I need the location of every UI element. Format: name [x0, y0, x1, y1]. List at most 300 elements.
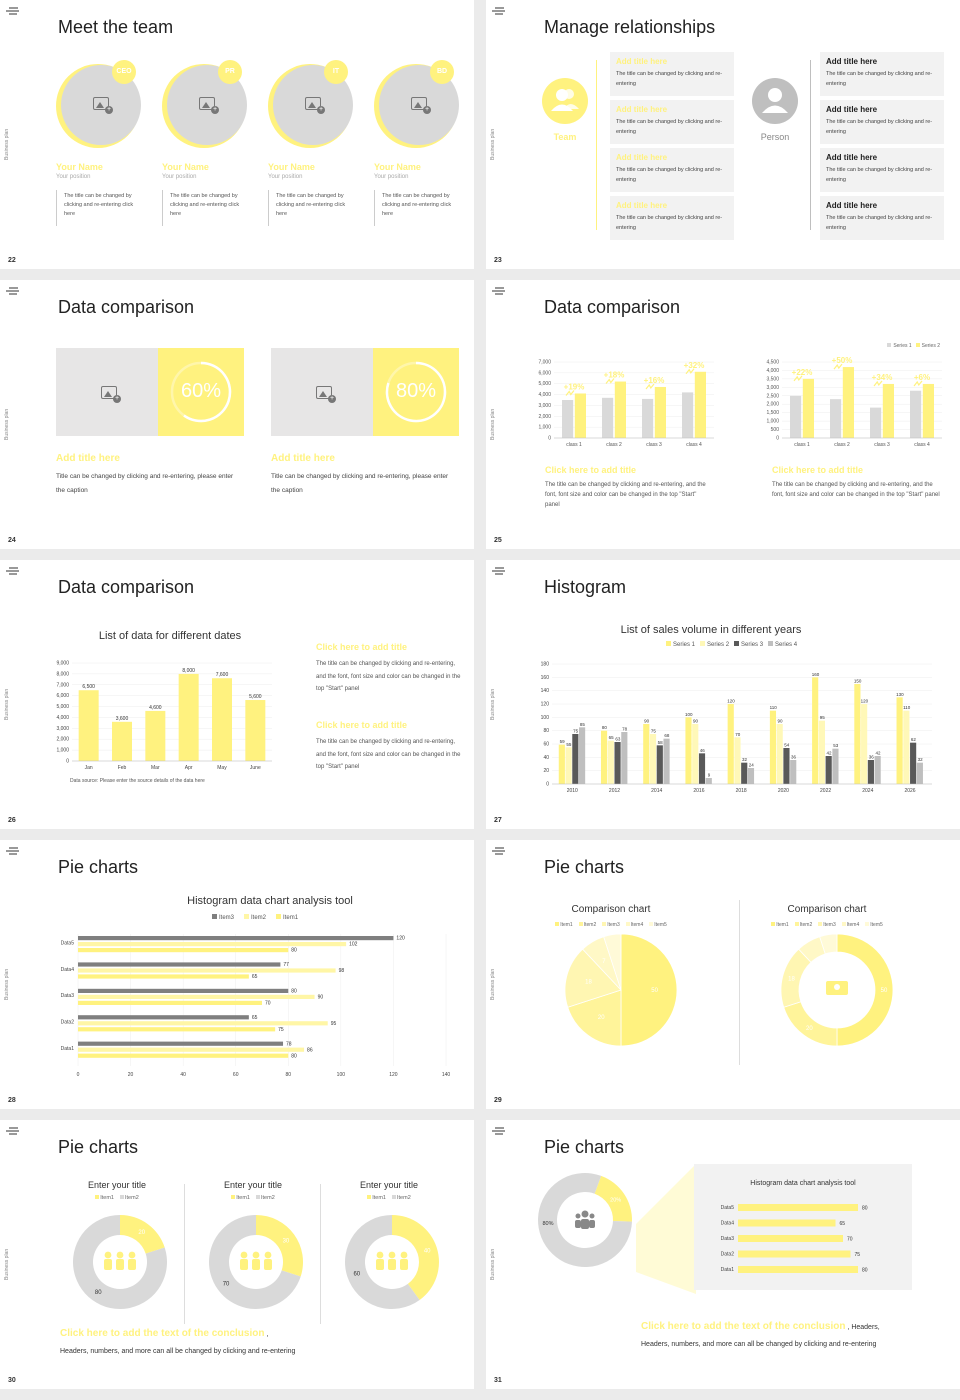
slide-22[interactable]	[0, 0, 474, 269]
block-title: Click here to add title	[316, 720, 408, 730]
bar-item2	[78, 968, 336, 972]
x-tick-label: class 2	[606, 442, 622, 448]
legend-label: Item4	[630, 922, 644, 928]
legend-item	[649, 922, 667, 928]
bar-series-2	[861, 704, 867, 784]
slice-item1	[256, 1215, 303, 1277]
bar-series-4	[917, 763, 923, 784]
item-title: Add title here	[826, 57, 878, 66]
legend-label: Series 2	[921, 343, 940, 349]
conclusion	[641, 1321, 880, 1332]
slide-27[interactable]	[486, 560, 960, 829]
team-label: Team	[553, 132, 577, 142]
bar-item1	[78, 1027, 275, 1031]
bar-series-1	[602, 398, 613, 438]
legend-label: Item1	[776, 922, 789, 928]
side-label: Business plan	[4, 408, 10, 440]
legend-swatch	[771, 922, 775, 926]
legend-label: Item2	[251, 915, 267, 921]
bar-item2	[78, 942, 346, 946]
legend-swatch	[256, 1195, 260, 1199]
bar-series-3	[572, 734, 578, 784]
card-title: Add title here	[56, 453, 120, 464]
slide-25[interactable]	[486, 280, 960, 549]
y-tick-label: 0	[548, 435, 551, 442]
bar-series-1	[728, 704, 734, 784]
left-block-text: The title can be changed by clicking and re-entering, and the font, font size and color can be changed in the top "Start" panel	[545, 482, 706, 508]
right-block-title: Click here to add title	[772, 465, 864, 475]
slice-label: 80	[94, 1289, 102, 1296]
slide-31[interactable]	[486, 1120, 960, 1389]
page-number: 27	[494, 817, 502, 824]
y-tick-label: 6,000	[538, 370, 551, 377]
relationship-item[interactable]	[820, 100, 944, 144]
y-tick-label: Data5	[720, 1205, 734, 1211]
block-title: Click here to add title	[316, 642, 408, 652]
slide-title: Manage relationships	[544, 17, 716, 37]
data-label: 36	[868, 754, 874, 760]
data-label: 100	[685, 711, 693, 717]
y-tick-label: 2,000	[766, 401, 779, 408]
image-placeholder-icon	[93, 97, 109, 110]
legend-item	[244, 915, 266, 921]
data-label: 68	[664, 733, 670, 739]
x-tick-label: 2012	[608, 788, 621, 794]
item-title: Add title here	[616, 153, 668, 162]
y-tick-label: 1,000	[766, 418, 779, 425]
bar-series-1	[559, 745, 565, 784]
role-badge: IT	[324, 60, 348, 84]
bar-series-1	[770, 711, 776, 784]
data-label: 90	[693, 718, 699, 724]
data-label: 78	[622, 726, 628, 732]
data-label: 75	[854, 1252, 861, 1258]
legend-swatch	[649, 922, 653, 926]
growth-label: +19%	[563, 382, 585, 392]
bar-series-2	[615, 382, 626, 438]
y-tick-label: 5,000	[538, 381, 551, 388]
data-label: 80	[291, 1053, 297, 1060]
y-tick-label: Data5	[60, 940, 74, 947]
bar-series-1	[870, 408, 881, 438]
page-number: 25	[494, 537, 502, 544]
growth-label: +34%	[871, 372, 893, 382]
bar-series-3	[910, 743, 916, 784]
y-tick-label: Data2	[60, 1019, 74, 1026]
legend-item	[771, 922, 789, 928]
data-label: 6,500	[82, 684, 95, 691]
x-tick-label: 20	[127, 1072, 134, 1078]
data-label: 9	[707, 772, 711, 778]
relationship-item[interactable]	[820, 148, 944, 192]
team-member[interactable]	[374, 60, 474, 230]
comma: ,	[264, 1331, 269, 1338]
side-label: Business plan	[490, 968, 496, 1000]
people-group-icon	[104, 1252, 136, 1270]
bar-series-3	[657, 745, 663, 784]
side-label: Business plan	[490, 128, 496, 160]
legend-item	[865, 922, 883, 928]
slide-24[interactable]	[0, 280, 474, 549]
y-tick-label: 6,000	[56, 693, 69, 700]
team-icon	[542, 78, 588, 124]
person-circle	[752, 78, 798, 124]
bar-series-3	[826, 756, 832, 784]
x-tick-label: 140	[441, 1072, 451, 1078]
member-desc: The title can be changed by clicking and re-entering click here	[64, 193, 134, 217]
chart-legend	[722, 922, 932, 928]
growth-label: +32%	[683, 360, 705, 370]
slice-label: 20%	[610, 1197, 622, 1204]
donut-title: Enter your title	[87, 1180, 147, 1190]
logo-icon	[492, 567, 506, 577]
legend-item	[666, 642, 695, 648]
panel-chart-title: Histogram data chart analysis tool	[750, 1180, 856, 1187]
logo-icon	[6, 847, 20, 857]
legend-label: Series 2	[707, 642, 730, 648]
legend-label: Item2	[261, 1195, 275, 1201]
item-title: Add title here	[616, 105, 668, 114]
legend-item	[276, 915, 298, 921]
bar-item3	[78, 936, 393, 940]
legend-label: Item2	[125, 1195, 139, 1201]
page-number: 30	[8, 1377, 16, 1384]
data-label: 42	[875, 750, 881, 756]
slice	[621, 934, 677, 1046]
y-tick-label: 160	[540, 674, 549, 681]
item-text: The title can be changed by clicking and re-entering	[616, 119, 723, 135]
data-label: 62	[910, 737, 916, 743]
legend-label: Item5	[870, 922, 883, 928]
bar	[738, 1266, 858, 1273]
x-tick-label: May	[217, 765, 227, 771]
conclusion-text: Headers, numbers, and more can all be changed by clicking and re-entering	[641, 1341, 877, 1348]
slide-28[interactable]	[0, 840, 474, 1109]
bar-series-1	[910, 391, 921, 438]
conclusion-text: Headers, numbers, and more can all be changed by clicking and re-entering	[60, 1348, 296, 1355]
legend-label: Item1	[560, 922, 573, 928]
image-placeholder-icon	[199, 97, 215, 110]
slide-title: Pie charts	[544, 857, 625, 877]
data-label: 75	[573, 728, 579, 734]
slide-26[interactable]	[0, 560, 474, 829]
team-member[interactable]	[162, 60, 262, 230]
data-label: 160	[811, 671, 820, 677]
image-placeholder-icon	[101, 386, 117, 399]
relationship-item[interactable]	[610, 148, 734, 192]
y-tick-label: Data3	[60, 993, 74, 1000]
bar-series-2	[575, 393, 586, 438]
x-tick-label: Mar	[151, 765, 160, 771]
data-label: 90	[317, 994, 324, 1001]
legend-label: Item3	[219, 915, 235, 921]
legend-label: Series 3	[741, 642, 764, 648]
bar-series-1	[790, 396, 801, 438]
image-placeholder-icon	[411, 97, 427, 110]
y-tick-label: 4,000	[538, 392, 551, 399]
x-tick-label: Apr	[184, 765, 193, 771]
page-number: 26	[8, 817, 16, 824]
item-title: Add title here	[826, 201, 878, 210]
x-tick-label: 2018	[735, 788, 747, 794]
relationship-item[interactable]	[820, 196, 944, 240]
donut-chart	[208, 1214, 308, 1314]
team-circle	[542, 78, 588, 124]
card-text: Title can be changed by clicking and re-entering, please enter the caption	[56, 473, 234, 494]
y-tick-label: Data2	[720, 1251, 734, 1258]
team-member[interactable]	[56, 60, 156, 230]
y-tick-label: 2,500	[766, 393, 779, 400]
legend-swatch	[865, 922, 869, 926]
y-tick-label: Data4	[720, 1220, 734, 1227]
bar-item1	[78, 974, 249, 978]
legend-item	[392, 1195, 411, 1201]
bar-series-1	[897, 697, 903, 784]
data-label: 130	[896, 691, 904, 697]
legend-item	[818, 922, 836, 928]
member-divider	[374, 190, 375, 226]
data-label: 32	[917, 757, 923, 763]
chart-title: List of data for different dates	[98, 630, 242, 642]
bar-item2	[78, 995, 315, 999]
bar	[738, 1235, 843, 1242]
relationship-item[interactable]	[610, 52, 734, 96]
right-block-text: The title can be changed by clicking and re-entering, and the font, font size and color can be changed in the top "Start" panel	[772, 482, 940, 498]
data-label: 90	[644, 718, 650, 724]
relationship-item[interactable]	[820, 52, 944, 96]
y-tick-label: 8,000	[56, 671, 69, 678]
legend-swatch	[602, 922, 606, 926]
side-label: Business plan	[490, 408, 496, 440]
legend-label: Item2	[583, 922, 597, 928]
data-label: 70	[265, 1000, 271, 1007]
member-position: Your position	[56, 174, 91, 180]
member-name: Your Name	[162, 162, 209, 172]
slice-label: 80%	[542, 1221, 554, 1227]
member-desc: The title can be changed by clicking and re-entering click here	[382, 193, 452, 217]
legend-item	[842, 922, 860, 928]
x-tick-label: class 3	[874, 442, 890, 448]
card-text: Title can be changed by clicking and re-entering, please enter the caption	[271, 473, 449, 494]
legend-item	[367, 1195, 386, 1201]
y-tick-label: Data1	[720, 1267, 734, 1273]
legend-item	[120, 1195, 139, 1201]
y-tick-label: 2,000	[538, 413, 551, 420]
block-text: The title can be changed by clicking and re-entering, and the font, font size and color can be changed in the top "Start" panel	[316, 739, 461, 770]
data-label: 90	[777, 718, 783, 724]
item-title: Add title here	[616, 57, 668, 66]
member-divider	[56, 190, 57, 226]
data-label: 70	[735, 731, 741, 737]
item-title: Add title here	[826, 105, 878, 114]
member-name: Your Name	[56, 162, 103, 172]
side-label: Business plan	[4, 968, 10, 1000]
legend-item	[256, 1195, 275, 1201]
bar-series-2	[819, 721, 825, 784]
growth-label: +18%	[603, 370, 625, 380]
legend-label: Series 1	[893, 343, 912, 349]
legend-item	[212, 915, 234, 921]
data-label: 70	[847, 1236, 853, 1243]
bar	[179, 674, 199, 761]
donut-chart	[344, 1214, 444, 1314]
x-tick-label: 2026	[904, 788, 916, 794]
data-label: 65	[251, 1014, 258, 1021]
y-tick-label: 500	[770, 427, 779, 434]
item-text: The title can be changed by clicking and re-entering	[616, 215, 723, 231]
bar-series-2	[734, 737, 740, 784]
x-tick-label: 2024	[862, 788, 874, 794]
data-label: 80	[862, 1205, 868, 1212]
legend-swatch	[795, 922, 799, 926]
member-name: Your Name	[268, 162, 315, 172]
y-tick-label: 60	[543, 741, 549, 748]
relationship-item[interactable]	[610, 100, 734, 144]
legend-label: Series 1	[673, 642, 696, 648]
conclusion-title: Click here to add the text of the conclusion	[60, 1328, 265, 1339]
y-tick-label: 140	[540, 688, 549, 695]
legend-label: Item3	[607, 922, 620, 928]
y-tick-label: 3,500	[766, 376, 779, 383]
legend-label: Item1	[372, 1195, 386, 1201]
legend-swatch	[700, 641, 705, 646]
image-placeholder-icon	[316, 386, 332, 399]
y-tick-label: Data1	[60, 1046, 74, 1052]
bar	[79, 690, 99, 761]
legend-label: Item3	[823, 922, 836, 928]
side-label: Business plan	[490, 1248, 496, 1280]
x-tick-label: 2014	[651, 788, 663, 794]
bar-item2	[78, 1021, 328, 1025]
person-label: Person	[760, 132, 790, 142]
legend-swatch	[842, 922, 846, 926]
chart-legend	[666, 641, 802, 648]
legend-item	[887, 343, 911, 349]
y-tick-label: 5,000	[56, 704, 69, 711]
bar-series-1	[562, 400, 573, 438]
y-tick-label: Data3	[720, 1236, 734, 1242]
left-bar-chart	[526, 340, 726, 450]
page-number: 22	[8, 257, 16, 264]
y-tick-label: 1,000	[538, 424, 551, 431]
data-label: 102	[349, 941, 358, 948]
y-tick-label: 20	[543, 768, 549, 775]
legend-swatch	[231, 1195, 235, 1199]
bar-item2	[78, 1048, 304, 1052]
slide-title: Pie charts	[58, 1137, 139, 1157]
x-tick-label: 2010	[566, 788, 578, 794]
x-tick-label: 80	[285, 1072, 292, 1078]
page-number: 23	[494, 257, 502, 264]
item-text: The title can be changed by clicking and re-entering	[826, 119, 933, 135]
data-label: 80	[601, 725, 607, 731]
data-label: 110	[903, 705, 911, 711]
legend-swatch	[818, 922, 822, 926]
data-label: 120	[860, 698, 869, 704]
bar-series-3	[868, 760, 874, 784]
sales-histogram	[536, 660, 936, 805]
bar-series-2	[803, 379, 814, 438]
slide-30[interactable]	[0, 1120, 474, 1389]
item-title: Add title here	[826, 153, 878, 162]
team-member[interactable]	[268, 60, 368, 230]
data-label: 65	[608, 735, 614, 741]
y-tick-label: 180	[540, 661, 549, 668]
pie-chart-title: Comparison chart	[571, 904, 651, 915]
bar	[212, 678, 232, 761]
chart-legend	[324, 1195, 454, 1201]
slice	[784, 1002, 837, 1046]
data-label: 7,600	[215, 672, 229, 679]
slice-label: 20	[138, 1230, 146, 1237]
relationship-item[interactable]	[610, 196, 734, 240]
legend-label: Series 4	[775, 642, 798, 648]
member-divider	[268, 190, 269, 226]
chart-legend	[188, 1195, 318, 1201]
data-label: 80	[862, 1267, 868, 1274]
bar-series-3	[699, 753, 705, 784]
data-label: 24	[748, 762, 754, 768]
slide-29[interactable]	[486, 840, 960, 1109]
bar-item3	[78, 1042, 283, 1046]
data-label: 95	[330, 1020, 337, 1027]
data-label: 63	[615, 736, 621, 742]
legend-item	[700, 642, 729, 648]
data-label: 77	[283, 962, 289, 969]
bar-series-4	[790, 760, 796, 784]
y-tick-label: 0	[66, 758, 69, 765]
conclusion	[60, 1328, 268, 1339]
bar-series-4	[621, 732, 627, 784]
slice-label: 18	[585, 979, 592, 986]
x-tick-label: June	[249, 765, 261, 771]
slide-title: Pie charts	[58, 857, 139, 877]
x-tick-label: Jan	[84, 765, 93, 771]
member-desc: The title can be changed by clicking and re-entering click here	[170, 193, 240, 217]
x-tick-label: Feb	[117, 765, 127, 771]
bar-series-2	[695, 372, 706, 438]
bar-series-1	[830, 399, 841, 438]
legend-swatch	[734, 641, 739, 646]
role-badge: BD	[430, 60, 454, 84]
y-tick-label: 0	[546, 781, 549, 788]
bar-series-2	[883, 384, 894, 438]
slide-title: Pie charts	[544, 1137, 625, 1157]
chart-legend	[212, 914, 308, 921]
people-group-icon	[240, 1252, 272, 1270]
growth-label: +16%	[643, 375, 665, 385]
member-divider	[162, 190, 163, 226]
legend-item	[231, 1195, 250, 1201]
chart-title: Histogram data chart analysis tool	[187, 895, 353, 907]
slide-title: Data comparison	[58, 297, 195, 317]
slide-23[interactable]	[486, 0, 960, 269]
x-tick-label: 100	[336, 1072, 346, 1078]
data-label: 80	[291, 947, 297, 954]
legend-item	[555, 922, 573, 928]
bar-series-1	[601, 731, 607, 784]
bar-item1	[78, 948, 288, 952]
right-connector	[810, 60, 811, 230]
donut-chart	[72, 1214, 172, 1314]
x-tick-label: class 1	[566, 442, 582, 448]
data-label: 58	[657, 739, 663, 745]
side-label: Business plan	[4, 1248, 10, 1280]
legend-label: Item4	[846, 922, 860, 928]
bar-item1	[78, 1054, 288, 1058]
legend-swatch	[887, 343, 891, 347]
data-label: 32	[742, 757, 748, 763]
